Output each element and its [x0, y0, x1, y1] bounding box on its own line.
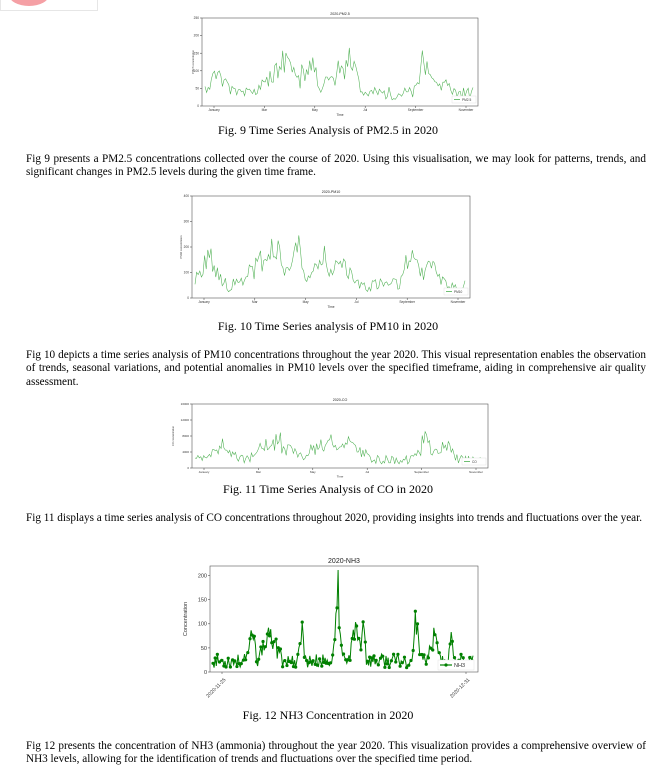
y-axis-label: CO concentration [172, 425, 175, 447]
series-point [425, 663, 428, 666]
chart-title: 2020-CO [332, 398, 348, 402]
series-point [235, 665, 238, 668]
series-point [462, 656, 465, 659]
series-point [240, 662, 243, 665]
legend-label: CO [472, 460, 477, 464]
y-tick-label: 12000 [180, 418, 189, 423]
journal-logo [0, 0, 98, 11]
x-tick-label: September [407, 108, 424, 113]
series-point [348, 659, 351, 662]
y-axis-label: PM10 concentration [180, 235, 183, 259]
x-tick-label: Mar [252, 300, 258, 305]
series-point [342, 652, 345, 655]
series-point [338, 626, 341, 629]
chart-pm25 [190, 8, 490, 121]
legend-label: NH3 [454, 663, 466, 669]
series-point [257, 658, 260, 661]
series-point [248, 637, 251, 640]
x-axis-label: Time [327, 304, 335, 309]
y-tick-label: 200 [193, 33, 199, 38]
series-point [214, 656, 217, 659]
y-axis-label: Concentration [183, 601, 189, 637]
series-point [427, 656, 430, 659]
chart-title: 2020-PM2.5 [330, 12, 350, 16]
series-point [274, 637, 277, 640]
x-tick-label: Mar [255, 470, 261, 474]
series-point [366, 660, 369, 663]
series-point [403, 656, 406, 659]
series-point [436, 641, 439, 644]
y-tick-label: 300 [183, 219, 189, 224]
series-point [296, 653, 299, 656]
series-point [272, 640, 275, 643]
chart-title: 2020-NH3 [328, 558, 360, 565]
x-tick-label: May [302, 300, 309, 305]
series-point [355, 624, 358, 627]
series-point [303, 656, 306, 659]
y-tick-label: 4000 [182, 450, 189, 455]
series-point [459, 653, 462, 656]
figure-nh3 [178, 552, 490, 704]
series-point [359, 648, 362, 651]
series-point [357, 637, 360, 640]
x-tick-label: November [458, 108, 474, 113]
series-point [353, 638, 356, 641]
series-point [229, 665, 232, 668]
series-point [385, 662, 388, 665]
series-point [390, 659, 393, 662]
x-tick-label: January [198, 300, 210, 305]
series-point [255, 660, 258, 663]
series-point [220, 659, 223, 662]
series-point [268, 634, 271, 637]
series-point [233, 659, 236, 662]
series-point [264, 645, 267, 648]
series-point [372, 654, 375, 657]
x-tick-label: November [469, 470, 483, 474]
chart-title: 2020-PM10 [321, 190, 341, 194]
series-point [414, 610, 417, 613]
series-point [409, 659, 412, 662]
caption-fig10: Fig. 10 Time Series analysis of PM10 in 2020 [217, 319, 439, 333]
series-point [224, 665, 227, 668]
series-point [244, 658, 247, 661]
paragraph-fig10: Fig 10 depicts a time series analysis of PM10 concentrations throughout the year 2020. This visual representation enables the observation of trends, seasonal variations, and potential anomalies in PM10 levels over the specified timeframe, aiding in comprehensive air quality assessment. [26, 349, 646, 388]
x-tick-label: 2020-11-25 [205, 677, 228, 700]
y-tick-label: 0 [187, 466, 189, 471]
series-point [279, 647, 282, 650]
series-point [281, 665, 284, 668]
series-point [259, 645, 262, 648]
series-point [331, 653, 334, 656]
x-tick-label: Jul [363, 108, 368, 113]
legend-label: PM10 [454, 290, 463, 294]
x-tick-label: Jul [365, 470, 370, 474]
paragraph-fig11: Fig 11 displays a time series analysis of CO concentrations throughout 2020, providing insights into trends and fluctuations over the year. [26, 512, 643, 524]
y-tick-label: 50 [195, 86, 199, 91]
y-tick-label: 150 [197, 597, 207, 604]
series-point [227, 657, 230, 660]
chart-nh3 [178, 552, 490, 704]
x-axis-label: Time [336, 112, 344, 117]
series-point [261, 640, 264, 643]
series-point [388, 666, 391, 669]
series-point [396, 653, 399, 656]
series-point [340, 644, 343, 647]
x-tick-label: September [399, 300, 415, 305]
series-point [438, 651, 441, 654]
series-point [333, 638, 336, 641]
series-point [422, 653, 425, 656]
x-tick-label: 2020-12-31 [449, 677, 472, 700]
series-point [283, 659, 286, 662]
x-tick-label: May [309, 470, 316, 474]
series-point [433, 633, 436, 636]
chart-background [178, 186, 483, 316]
y-tick-label: 400 [183, 194, 189, 199]
paragraph-fig9: Fig 9 presents a PM2.5 concentrations collected over the course of 2020. Using this visualisation, we may look for patterns, trends, and significant changes in PM2.5 levels during the given time frame. [26, 153, 646, 179]
series-point [383, 666, 386, 669]
series-point [290, 661, 293, 664]
series-point [335, 606, 338, 609]
logo-mark [9, 0, 49, 6]
series-point [246, 651, 249, 654]
figure-pm10 [178, 186, 483, 316]
y-tick-label: 100 [197, 621, 207, 628]
y-tick-label: 0 [187, 296, 189, 301]
y-tick-label: 150 [193, 51, 199, 56]
x-axis-label: Time [336, 474, 344, 478]
chart-co [170, 396, 495, 478]
series-point [453, 656, 456, 659]
series-point [394, 660, 397, 663]
series-point [451, 640, 454, 643]
series-point [431, 648, 434, 651]
x-tick-label: November [450, 300, 466, 305]
chart-pm10 [178, 186, 483, 316]
chart-background [190, 8, 490, 121]
series-point [362, 620, 365, 623]
x-tick-label: January [208, 108, 220, 113]
series-point [301, 621, 304, 624]
series-point [320, 665, 323, 668]
series-point [216, 653, 219, 656]
figure-pm25 [190, 8, 490, 121]
y-tick-label: 8000 [182, 434, 189, 439]
y-tick-label: 100 [193, 68, 199, 73]
series-point [364, 640, 367, 643]
x-tick-label: September [414, 470, 429, 474]
series-point [405, 666, 408, 669]
caption-fig9: Fig. 9 Time Series Analysis of PM2.5 in 2020 [217, 123, 439, 137]
legend-marker [444, 663, 447, 666]
series-point [407, 664, 410, 667]
series-point [381, 655, 384, 658]
series-point [401, 661, 404, 664]
y-tick-label: 200 [183, 245, 189, 250]
x-tick-label: Mar [261, 108, 268, 113]
y-tick-label: 0 [197, 104, 199, 109]
series-point [285, 664, 288, 667]
series-point [211, 662, 214, 665]
figure-co [170, 396, 495, 478]
series-point [298, 642, 301, 645]
chart-background [170, 396, 495, 478]
x-tick-label: Jul [354, 300, 359, 305]
series-point [316, 664, 319, 667]
series-point [412, 649, 415, 652]
series-point [416, 622, 419, 625]
y-tick-label: 0 [203, 669, 207, 676]
series-point [318, 657, 321, 660]
series-point [311, 659, 314, 662]
series-point [449, 642, 452, 645]
caption-fig11: Fig. 11 Time Series Analysis of CO in 2020 [223, 482, 433, 496]
y-tick-label: 100 [183, 270, 189, 275]
series-point [329, 661, 332, 664]
y-axis-label: PM2.5 concentration [192, 50, 195, 74]
series-point [377, 663, 380, 666]
series-point [375, 659, 378, 662]
y-tick-label: 250 [193, 16, 199, 21]
x-tick-label: January [198, 470, 210, 474]
caption-fig12: Fig. 12 NH3 Concentration in 2020 [242, 708, 414, 722]
paragraph-fig12: Fig 12 presents the concentration of NH3 (ammonia) throughout the year 2020. This visualization provides a comprehensive overview of NH3 levels, allowing for the identification of trends and fluctuations over the specified time period. [26, 740, 646, 766]
y-tick-label: 16000 [180, 402, 189, 407]
y-tick-label: 200 [197, 573, 207, 580]
series-point [294, 666, 297, 669]
series-point [392, 653, 395, 656]
x-tick-label: May [311, 108, 318, 113]
y-tick-label: 50 [200, 645, 207, 652]
legend-label: PM2.5 [462, 98, 472, 102]
series-point [468, 656, 471, 659]
series-point [253, 635, 256, 638]
series-point [399, 665, 402, 668]
